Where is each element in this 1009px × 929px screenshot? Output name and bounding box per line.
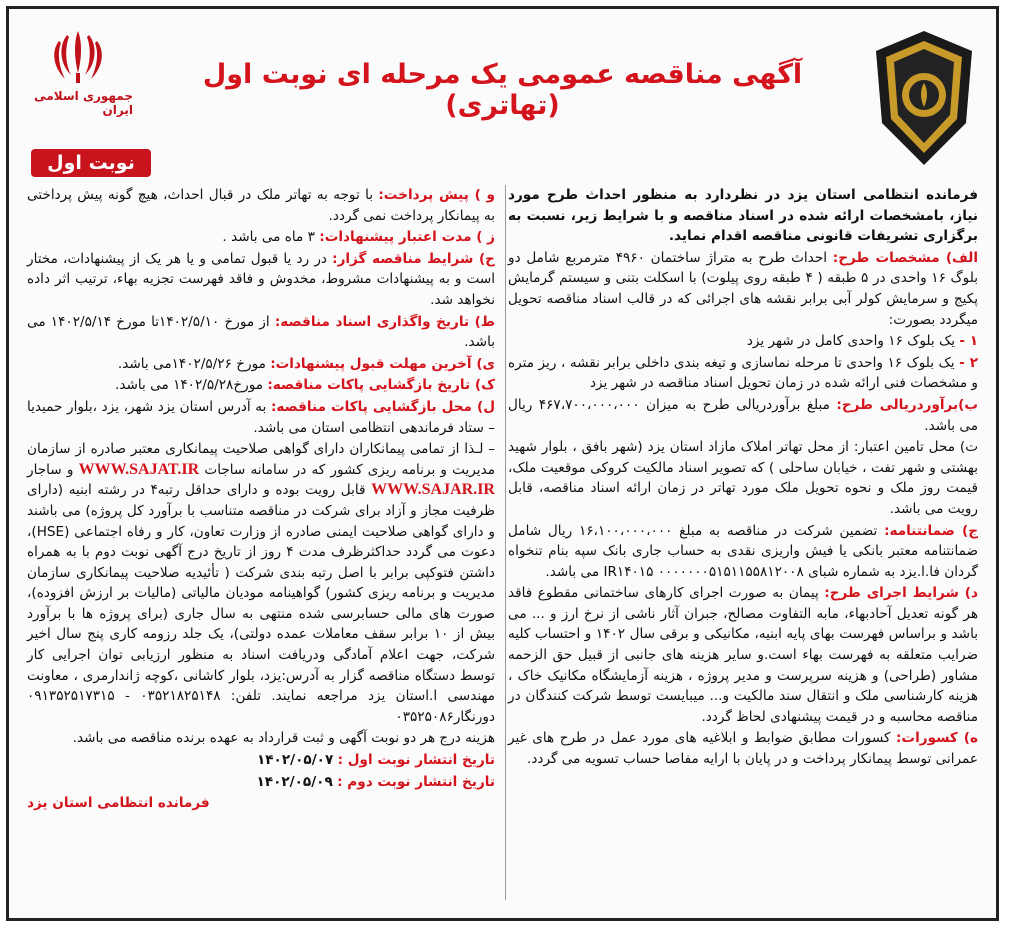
section-be [508,395,978,436]
column-divider [505,185,506,900]
section-he2 [27,249,495,311]
section-alef [508,248,978,330]
item-2-label: ۲ - [959,354,979,371]
right-column [508,185,978,771]
section-ze [27,227,495,248]
eligibility-text-b: قابل رویت بوده و دارای حداقل رتبه۴ در رشته ابنیه (دارای ظرفیت مجاز و آزاد برای شرکت در مناقصه متناسب با برآورد کل پروژه) می باشند و دارای گواهی صلاحیت ایمنی صادره از وزارت تعاون، کار و رفاه اجتماعی (HSE)، دعوت می گردد حداکثرظرف مدت ۴ روز از تاریخ درج آگهی نوبت دوم با به همراه داشتن فتوکپی برابر با اصل رتبه بندی شرکت ( تأئیدیه صلاحیت پیمانکاری سازمان مدیریت و برنامه ریزی کشور) گواهینامه مودیان مالیاتی (مالیات بر ارزش افزوده)، صورت های مالی حسابرسی شده منتهی به سال جاری (برای پروژه ها با برآورد بیش از ۱۰ برابر سقف معاملات عمده دولتی)، یک جلد رزومه کاری پنج سال اخیر شرکت، جهت اعلام آمادگی ودریافت اسناد به منظور ارزیابی توان اجرایی کار توسط دستگاه مناقصه گزار به آدرس:یزد، بلوار کاشانی ،کوچه ژاندارمری ، معاونت مهندسی ا.استان یزد مراجعه نمایند. تلفن: ۰۳۵۲۱۸۲۵۱۴۸ - ۰۹۱۳۵۲۵۱۷۳۱۵ دورنگار۰۳۵۲۵۰۸۶ [27,482,495,725]
section-ta-label: ط) تاریخ واگذاری اسناد مناقصه: [274,313,495,330]
section-he-label: ه) کسورات: [896,730,979,747]
section-lam [27,397,495,438]
signoff-line [27,793,495,814]
section-alef-label: الف) مشخصات طرح: [832,249,978,266]
section-te: ت) محل تامین اعتبار: از محل تهاتر املاک مازاد استان یزد (شهر بافق ، بلوار شهید بهشتی و شهر تفت ، خیابان ساحلی ) که تصویر اسناد مالکیت کروکی موقعیت ملک، قیمت روز ملک و نحوه تحویل ملک مورد تهاتر در زمان ارائه اسناد مناقصه، قابل رویت می باشد. [508,439,978,517]
notice-header [9,9,996,179]
item-1 [508,331,978,352]
section-kaf [27,375,495,396]
section-ye-label: ی) آخرین مهلت قبول پیشنهادات: [270,355,495,372]
section-dal [508,583,978,727]
iran-emblem-icon [47,27,109,85]
publish-date-1-label: تاریخ انتشار نوبت اول : [337,752,495,769]
notice-frame [6,6,999,921]
section-jim [508,521,978,583]
section-dal-label: د) شرایط اجرای طرح: [824,585,978,602]
police-badge-icon [868,27,980,169]
section-vav [27,185,495,226]
section-lam-label: ل) محل بازگشایی پاکات مناقصه: [270,398,495,415]
section-kaf-text: مورخ۱۴۰۲/۵/۲۸ می باشد. [115,377,264,394]
left-column [27,185,495,815]
section-be-text: مبلغ برآوردریالی طرح به میزان ۴۶۷،۷۰۰،۰۰۰،۰۰۰ ریال می باشد. [508,396,978,434]
section-be-label: ب)برآوردریالی طرح: [836,396,978,413]
section-he2-text: در رد یا قبول تمامی و یا هر یک از پیشنهادات، مختار است و به پیشنهادات مشروط، مخدوش و فاقد فهرست تجزیه بهاء، ترتیب اثر داده نخواهد شد. [27,250,495,308]
section-ye [27,354,495,375]
section-kaf-label: ک) تاریخ بازگشایی پاکات مناقصه: [267,377,495,394]
publish-date-1 [27,750,495,771]
publish-date-2 [27,772,495,793]
sajar-link[interactable]: WWW.SAJAR.IR [371,481,495,499]
section-jim-label: ج) ضمانتنامه: [884,522,978,539]
eligibility-text-mid: و ساجار [27,461,74,478]
section-he2-label: ح) شرایط مناقصه گزار: [332,250,495,267]
section-jim-text: تضمین شرکت در مناقصه به مبلغ ۱۶،۱۰۰،۰۰۰،۰۰۰ ریال شامل ضمانتنامه معتبر بانکی یا فیش واریزی نقدی به حساب جاری بانک سپه بنام تنخواه گردان فا.ا.یزد به شماره شبای ۰۰۰۰۰۰۰۵۱۵۱۱۵۵۸۱۲۰۰۸ IR۱۴۰۱۵ می باشد. [508,522,978,580]
section-dal-text: پیمان به صورت اجرای کارهای ساختمانی مقطوع فاقد هر گونه تعدیل آحادبهاء، مابه التفاوت مصالح، جبران آثار ناشی از نرخ ارز و ... می باشد و براساس فهرست بهای پایه ابنیه، مکانیکی و برقی سال ۱۴۰۲ و احتساب کلیه ضرایب متعلقه به فهرست بهاء است.و سایر هزینه های جانبی از قبیل حق الزحمه مشاور (طراحی) و هزینه سرپرست و مدیر پروژه ، هزینه آزمایشگاه مکانیک خاک ، هزینه کارشناسی ملک و انتقال سند مالکیت و... میبایست توسط شرکت کنندگان در مناقصه محاسبه و در قیمت پیشنهادی لحاظ گردد. [508,585,978,725]
section-he-text: کسورات مطابق ضوابط و ابلاغیه های مورد عمل در طرح های غیر عمرانی توسط پیمانکار پرداخت و در پایان با ارایه مفاصا حساب تسویه می گردد. [508,730,978,768]
item-2-text: یک بلوک ۱۶ واحدی تا مرحله نماسازی و تیغه بندی داخلی برابر نقشه ، ریز متره و مشخصات فنی ارائه شده در زمان تحویل اسناد مناقصه در شهر یزد [508,354,978,392]
sajat-link[interactable]: WWW.SAJAT.IR [78,460,200,478]
publish-date-1-value: ۱۴۰۲/۰۵/۰۷ [256,752,334,769]
section-ye-text: مورخ ۱۴۰۲/۵/۲۶می باشد. [117,355,266,372]
section-ze-text: ۳ ماه می باشد . [222,229,315,246]
item-2 [508,353,978,394]
section-ze-label: ز ) مدت اعتبار پیشنهادات: [319,229,495,246]
intro-paragraph: فرمانده انتظامی استان یزد در نظردارد به منظور احداث طرح مورد نیاز، بامشخصات ارائه شده در اسناد مناقصه و با شرایط زیر، نسبت به برگزاری تشریفات قانونی مناقصه اقدام نماید. [508,187,978,245]
section-vav-label: و ) پیش پرداخت: [378,187,495,203]
section-ta [27,312,495,353]
section-he [508,728,978,769]
notice-title: آگهی مناقصه عمومی یک مرحله ای نوبت اول (تهاتری) [202,59,803,121]
publish-date-2-label: تاریخ انتشار نوبت دوم : [337,773,495,790]
round-tag: نوبت اول [31,149,151,177]
item-1-label: ۱ - [959,333,978,350]
eligibility-text-a: – لـذا از تمامی پیمانکاران دارای گواهی صلاحیت پیمانکاری معتبر صادره از سازمان مدیریت و برنامه ریزی کشور که در سامانه ساجات [27,441,495,478]
publish-date-2-value: ۱۴۰۲/۰۵/۰۹ [256,773,333,790]
eligibility-paragraph [27,439,495,727]
emblem-caption: جمهوری اسلامی ایران [34,89,133,117]
section-lam-text: به آدرس استان یزد شهر، یزد ،بلوار حمیدیا – ستاد فرماندهی انتظامی استان می باشد. [27,398,495,436]
item-1-text: یک بلوک ۱۶ واحدی کامل در شهر یزد [746,333,955,350]
signoff: فرمانده انتظامی استان یزد [27,795,210,812]
section-alef-text: احداث طرح به متراژ ساختمان ۴۹۶۰ مترمربع شامل دو بلوگ ۱۶ واحدی در ۵ طبقه ( ۴ طبقه روی پیلوت) با اسکلت بتنی و سیستم گرمایش پکیج و سرمایش کولر آبی برابر نقشه های اجرائی که در قالب اسناد مناقصه تحویل میگردد بصورت: [508,249,978,328]
section-ta-text: از مورخ ۱۴۰۲/۵/۱۰تا مورخ ۱۴۰۲/۵/۱۴ می باشد. [27,313,495,351]
cost-note: هزینه درج هر دو نوبت آگهی و ثبت قرارداد به عهده برنده مناقصه می باشد. [72,730,495,747]
section-vav-text: با توجه به تهاتر ملک در قبال احداث، هیچ گونه پیش پرداختی به پیمانکار پرداخت نمی گردد. [27,187,495,224]
iran-emblem [23,27,133,127]
